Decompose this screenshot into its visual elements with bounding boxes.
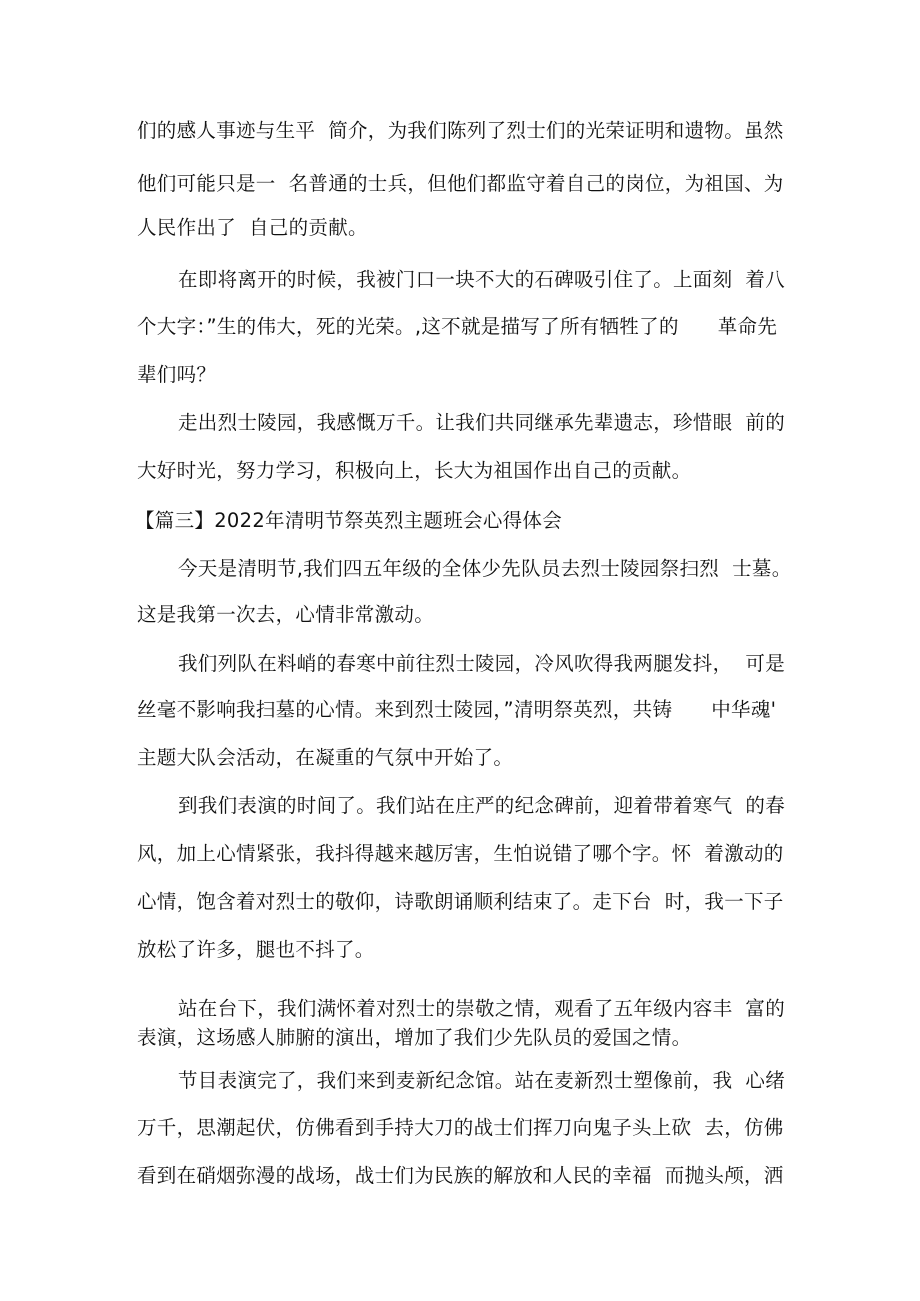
paragraph-line: 人民作出了 自己的贡献。 [137, 216, 368, 239]
paragraph-line: 万千，思潮起伏，仿佛看到手持大刀的战士们挥刀向鬼子头上砍 去，仿佛 [137, 1116, 784, 1139]
paragraph-line: 丝毫不影响我扫墓的心情。来到烈士陵园，”清明祭英烈，共铸 中华魂' [137, 698, 777, 721]
paragraph-line: 站在台下，我们满怀着对烈士的崇敬之情，观看了五年级内容丰 富的 [178, 997, 785, 1020]
paragraph-line: 今天是清明节,我们四五年级的全体少先队员去烈士陵园祭扫烈 士墓。 [178, 557, 792, 580]
paragraph-line: 到我们表演的时间了。我们站在庄严的纪念碑前，迎着带着寒气 的春 [178, 794, 785, 817]
paragraph-line: 心情，饱含着对烈士的敬仰，诗歌朗诵顺利结束了。走下台 时，我一下子 [137, 890, 784, 913]
paragraph-line: 表演，这场感人肺腑的演出，增加了我们少先队员的爱国之情。 [137, 1026, 692, 1049]
paragraph-line: 们的感人事迹与生平 简介，为我们陈列了烈士们的光荣证明和遗物。虽然 [137, 119, 784, 142]
paragraph-line: 大好时光，努力学习，积极向上，长大为祖国作出自己的贡献。 [137, 459, 692, 482]
paragraph-line: 节目表演完了，我们来到麦新纪念馆。站在麦新烈士塑像前，我 心绪 [178, 1069, 785, 1092]
section-heading: 【篇三】2022年清明节祭英烈主题班会心得体会 [135, 509, 563, 532]
paragraph-line: 这是我第一次去，心情非常激动。 [137, 603, 435, 626]
paragraph-line: 辈们吗？ [137, 363, 217, 386]
paragraph-line: 在即将离开的时候，我被门口一块不大的石碑吸引住了。上面刻 着八 [178, 268, 785, 291]
paragraph-line: 看到在硝烟弥漫的战场，战士们为民族的解放和人民的幸福 而抛头颅，洒 [137, 1164, 784, 1187]
paragraph-line: 个大字：”生的伟大，死的光荣。,这不就是描写了所有牺牲了的 革命先 [137, 315, 778, 338]
paragraph-line: 放松了许多，腿也不抖了。 [137, 938, 375, 961]
paragraph-line: 他们可能只是一 名普通的士兵，但他们都监守着自己的岗位，为祖国、为 [137, 172, 784, 195]
paragraph-line: 主题大队会活动，在凝重的气氛中开始了。 [137, 746, 514, 769]
paragraph-line: 走出烈士陵园，我感慨万千。让我们共同继承先辈遗志，珍惜眼 前的 [178, 411, 785, 434]
paragraph-line: 风，加上心情紧张，我抖得越来越厉害，生怕说错了哪个字。怀 着激动的 [137, 842, 784, 865]
paragraph-line: 我们列队在料峭的春寒中前往烈士陵园，冷风吹得我两腿发抖， 可是 [178, 652, 785, 675]
